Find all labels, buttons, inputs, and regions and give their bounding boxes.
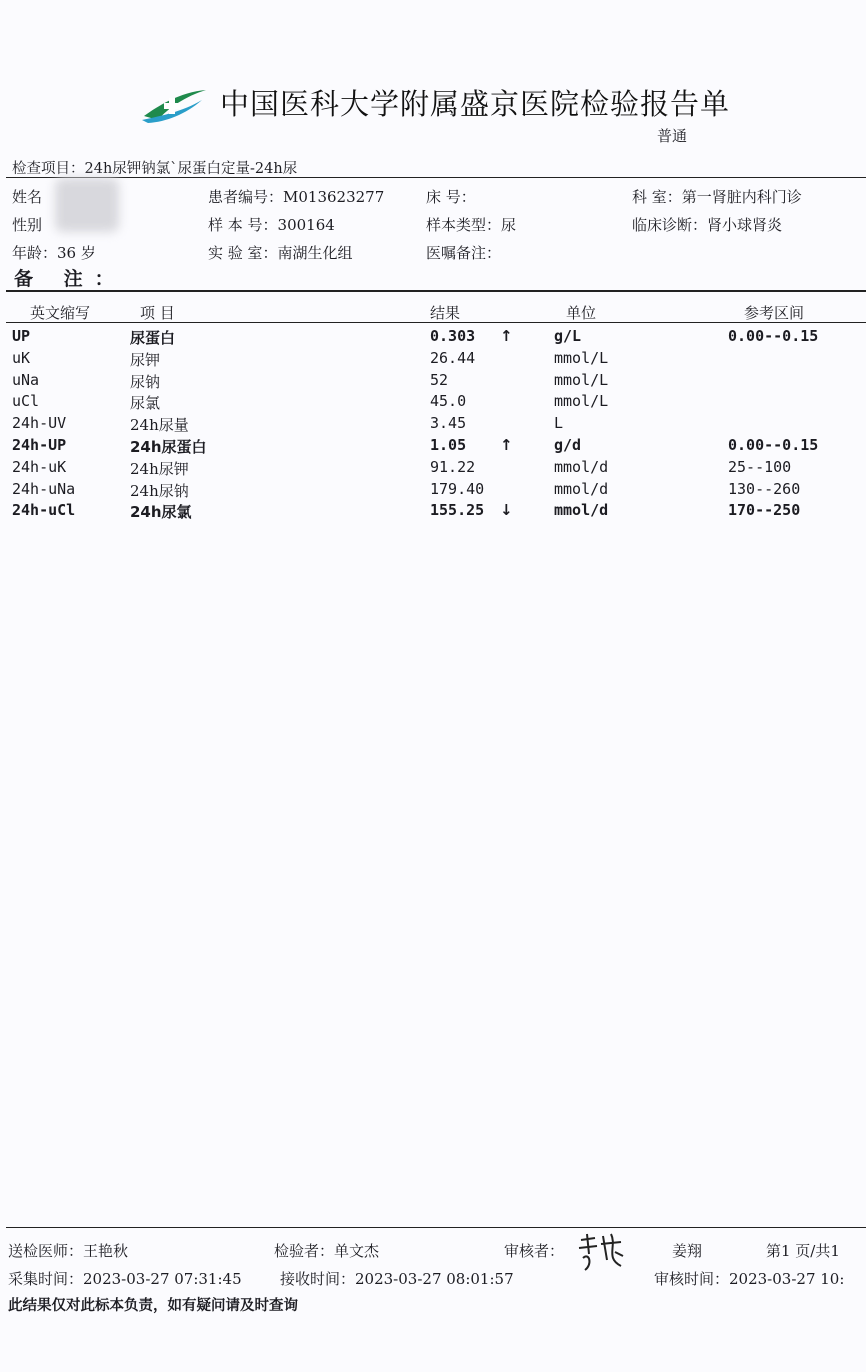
table-top-divider bbox=[6, 290, 866, 292]
row-item-name: 24h尿量 bbox=[130, 416, 189, 435]
row-item-name: 24h尿钾 bbox=[130, 459, 189, 478]
row-unit: g/L bbox=[554, 327, 582, 345]
row-abbr: 24h-UV bbox=[12, 414, 67, 433]
header-divider bbox=[6, 177, 866, 178]
bed-number: 床 号： bbox=[426, 188, 476, 206]
col-header-item: 项 目 bbox=[140, 304, 175, 322]
sample-type: 样本类型：尿 bbox=[426, 216, 517, 234]
row-abbr: uK bbox=[12, 348, 31, 367]
sample-number: 样 本 号：300164 bbox=[208, 216, 335, 234]
department: 科 室：第一肾脏内科门诊 bbox=[632, 188, 802, 206]
row-result: 3.45 bbox=[430, 414, 467, 433]
page-indicator: 第1 页/共1 bbox=[766, 1242, 840, 1260]
row-reference: 0.00--0.15 bbox=[728, 327, 819, 345]
col-header-reference: 参考区间 bbox=[744, 304, 805, 322]
clinical-diagnosis: 临床诊断：肾小球肾炎 bbox=[632, 216, 783, 234]
row-result: 1.05 bbox=[430, 436, 467, 454]
row-abbr: uCl bbox=[12, 392, 40, 411]
row-item-name: 尿氯 bbox=[130, 394, 161, 413]
row-flag-arrow: ↑ bbox=[500, 436, 513, 454]
reviewer-label: 审核者： bbox=[504, 1242, 565, 1260]
row-item-name: 尿钾 bbox=[130, 350, 161, 369]
collect-time: 采集时间：2023-03-27 07:31:45 bbox=[8, 1270, 242, 1288]
lab-name: 实 验 室：南湖生化组 bbox=[208, 244, 353, 262]
row-abbr: UP bbox=[12, 327, 31, 345]
patient-number: 患者编号：M013623277 bbox=[208, 188, 385, 206]
row-unit: L bbox=[554, 414, 564, 433]
row-unit: mmol/L bbox=[554, 348, 609, 367]
doctor-note: 医嘱备注： bbox=[426, 244, 502, 262]
review-time: 审核时间：2023-03-27 10: bbox=[654, 1270, 845, 1288]
row-reference: 170--250 bbox=[728, 501, 801, 520]
row-unit: mmol/d bbox=[554, 501, 609, 520]
redacted-name-blur bbox=[55, 178, 119, 232]
row-reference: 130--260 bbox=[728, 479, 801, 498]
remark-label: 备 注： bbox=[14, 268, 126, 290]
reviewer-name: 姜翔 bbox=[672, 1242, 703, 1260]
row-reference: 0.00--0.15 bbox=[728, 436, 819, 454]
row-flag-arrow: ↑ bbox=[500, 327, 513, 345]
gender-label: 性别 bbox=[12, 216, 43, 234]
row-reference: 25--100 bbox=[728, 457, 792, 476]
row-result: 179.40 bbox=[430, 479, 485, 498]
col-header-abbr: 英文缩写 bbox=[30, 304, 91, 322]
row-unit: g/d bbox=[554, 436, 582, 454]
exam-items: 检查项目：24h尿钾钠氯`尿蛋白定量-24h尿 bbox=[12, 161, 298, 177]
row-item-name: 尿钠 bbox=[130, 372, 161, 391]
row-result: 26.44 bbox=[430, 348, 476, 367]
sending-doctor: 送检医师：王艳秋 bbox=[8, 1242, 129, 1260]
row-item-name: 24h尿氯 bbox=[130, 503, 192, 522]
report-title: 中国医科大学附属盛京医院检验报告单 bbox=[220, 87, 731, 121]
row-abbr: 24h-uNa bbox=[12, 479, 76, 498]
row-result: 155.25 bbox=[430, 501, 485, 520]
priority-badge: 普通 bbox=[657, 127, 688, 145]
col-header-result: 结果 bbox=[430, 304, 461, 322]
row-item-name: 24h尿蛋白 bbox=[130, 438, 207, 456]
row-abbr: 24h-UP bbox=[12, 436, 67, 454]
row-abbr: 24h-uK bbox=[12, 457, 67, 476]
row-unit: mmol/d bbox=[554, 457, 609, 476]
disclaimer: 此结果仅对此标本负责，如有疑问请及时查询 bbox=[8, 1298, 298, 1314]
row-unit: mmol/d bbox=[554, 479, 609, 498]
row-flag-arrow: ↓ bbox=[500, 501, 513, 520]
footer-divider bbox=[6, 1227, 866, 1228]
row-unit: mmol/L bbox=[554, 392, 609, 411]
row-result: 91.22 bbox=[430, 457, 476, 476]
tester: 检验者：单文杰 bbox=[274, 1242, 380, 1260]
receive-time: 接收时间：2023-03-27 08:01:57 bbox=[280, 1270, 514, 1288]
table-header-divider bbox=[6, 322, 866, 323]
row-item-name: 尿蛋白 bbox=[130, 329, 176, 347]
row-result: 45.0 bbox=[430, 392, 467, 411]
hospital-logo-icon bbox=[140, 86, 210, 126]
name-label: 姓名 bbox=[12, 188, 43, 206]
row-abbr: uNa bbox=[12, 370, 40, 389]
row-abbr: 24h-uCl bbox=[12, 501, 76, 520]
row-unit: mmol/L bbox=[554, 370, 609, 389]
age-field: 年龄：36 岁 bbox=[12, 244, 96, 262]
row-item-name: 24h尿钠 bbox=[130, 481, 189, 500]
col-header-unit: 单位 bbox=[566, 304, 597, 322]
reviewer-signature bbox=[577, 1230, 627, 1274]
row-result: 0.303 bbox=[430, 327, 476, 345]
row-result: 52 bbox=[430, 370, 449, 389]
